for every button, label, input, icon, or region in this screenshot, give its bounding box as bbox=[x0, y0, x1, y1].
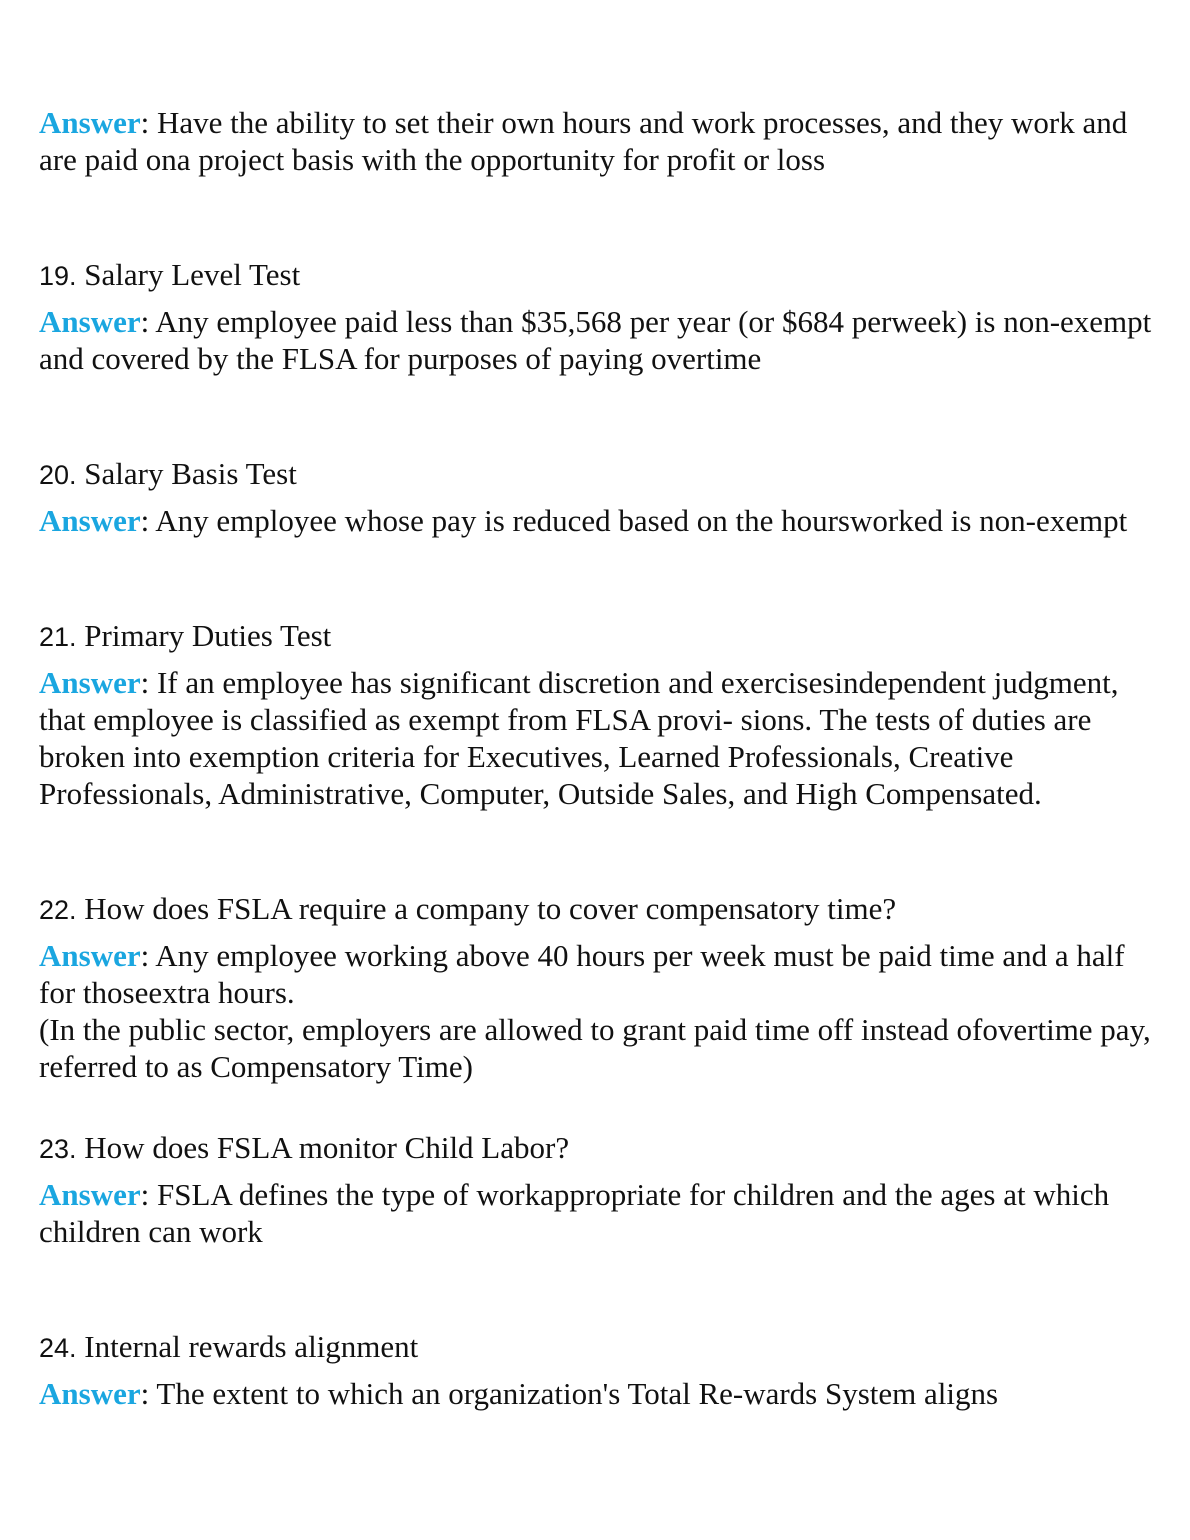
answer bbox=[39, 1176, 1159, 1250]
qa-item-19 bbox=[39, 256, 1159, 377]
question-text: How does FSLA monitor Child Labor? bbox=[76, 1130, 570, 1165]
answer bbox=[39, 303, 1159, 377]
answer-label: Answer bbox=[39, 105, 141, 140]
answer-text: : Any employee paid less than $35,568 per year (or $684 perweek) is non-exempt and covered by the FLSA for purposes of paying overtime bbox=[39, 304, 1152, 376]
qa-item-21 bbox=[39, 617, 1159, 812]
question-text: Internal rewards alignment bbox=[76, 1329, 419, 1364]
answer-text: : FSLA defines the type of workappropriate for children and the ages at which children can work bbox=[39, 1177, 1110, 1249]
question-number: 22. bbox=[39, 895, 77, 925]
qa-item-24 bbox=[39, 1328, 1159, 1412]
question bbox=[39, 617, 1159, 656]
answer-text: : Any employee working above 40 hours per week must be paid time and a half for thoseextra hours. bbox=[39, 938, 1125, 1010]
answer-text: : The extent to which an organization's Total Re-wards System aligns bbox=[140, 1376, 999, 1411]
answer-label: Answer bbox=[39, 1177, 141, 1212]
question-number: 21. bbox=[39, 622, 77, 652]
question bbox=[39, 455, 1159, 494]
answer-note: (In the public sector, employers are allowed to grant paid time off instead ofovertime pay, referred to as Compensatory Time) bbox=[39, 1012, 1151, 1084]
document-page bbox=[39, 104, 1159, 1412]
answer-text: : Have the ability to set their own hours and work processes, and they work and are paid ona project basis with the opportunity for profit or loss bbox=[39, 105, 1128, 177]
question-text: How does FSLA require a company to cover compensatory time? bbox=[76, 891, 897, 926]
answer-label: Answer bbox=[39, 503, 141, 538]
question-number: 24. bbox=[39, 1333, 77, 1363]
question bbox=[39, 1129, 1159, 1168]
answer-label: Answer bbox=[39, 938, 141, 973]
question-number: 20. bbox=[39, 460, 77, 490]
question-text: Salary Basis Test bbox=[76, 456, 297, 491]
answer bbox=[39, 937, 1159, 1011]
answer-label: Answer bbox=[39, 1376, 141, 1411]
answer bbox=[39, 502, 1159, 539]
question-text: Salary Level Test bbox=[76, 257, 301, 292]
qa-item-20 bbox=[39, 455, 1159, 539]
question-text: Primary Duties Test bbox=[76, 618, 332, 653]
question bbox=[39, 256, 1159, 295]
qa-item-23 bbox=[39, 1129, 1159, 1250]
answer-text: : If an employee has significant discretion and exercisesindependent judgment, that employee is classified as exempt from FLSA provi- sions. The tests of duties are broken into exemption criteria for Executives, Learned Professionals, Creative Professionals, Administrative, Computer, Outside Sales, and High Compensated. bbox=[39, 665, 1119, 811]
answer-label: Answer bbox=[39, 665, 141, 700]
question-number: 23. bbox=[39, 1134, 77, 1164]
answer-label: Answer bbox=[39, 304, 141, 339]
question bbox=[39, 890, 1159, 929]
answer bbox=[39, 1375, 1159, 1412]
answer-text: : Any employee whose pay is reduced based on the hoursworked is non-exempt bbox=[140, 503, 1128, 538]
question bbox=[39, 1328, 1159, 1367]
qa-item-22 bbox=[39, 890, 1159, 1085]
answer bbox=[39, 664, 1159, 812]
question-number: 19. bbox=[39, 261, 77, 291]
intro-answer bbox=[39, 104, 1159, 178]
